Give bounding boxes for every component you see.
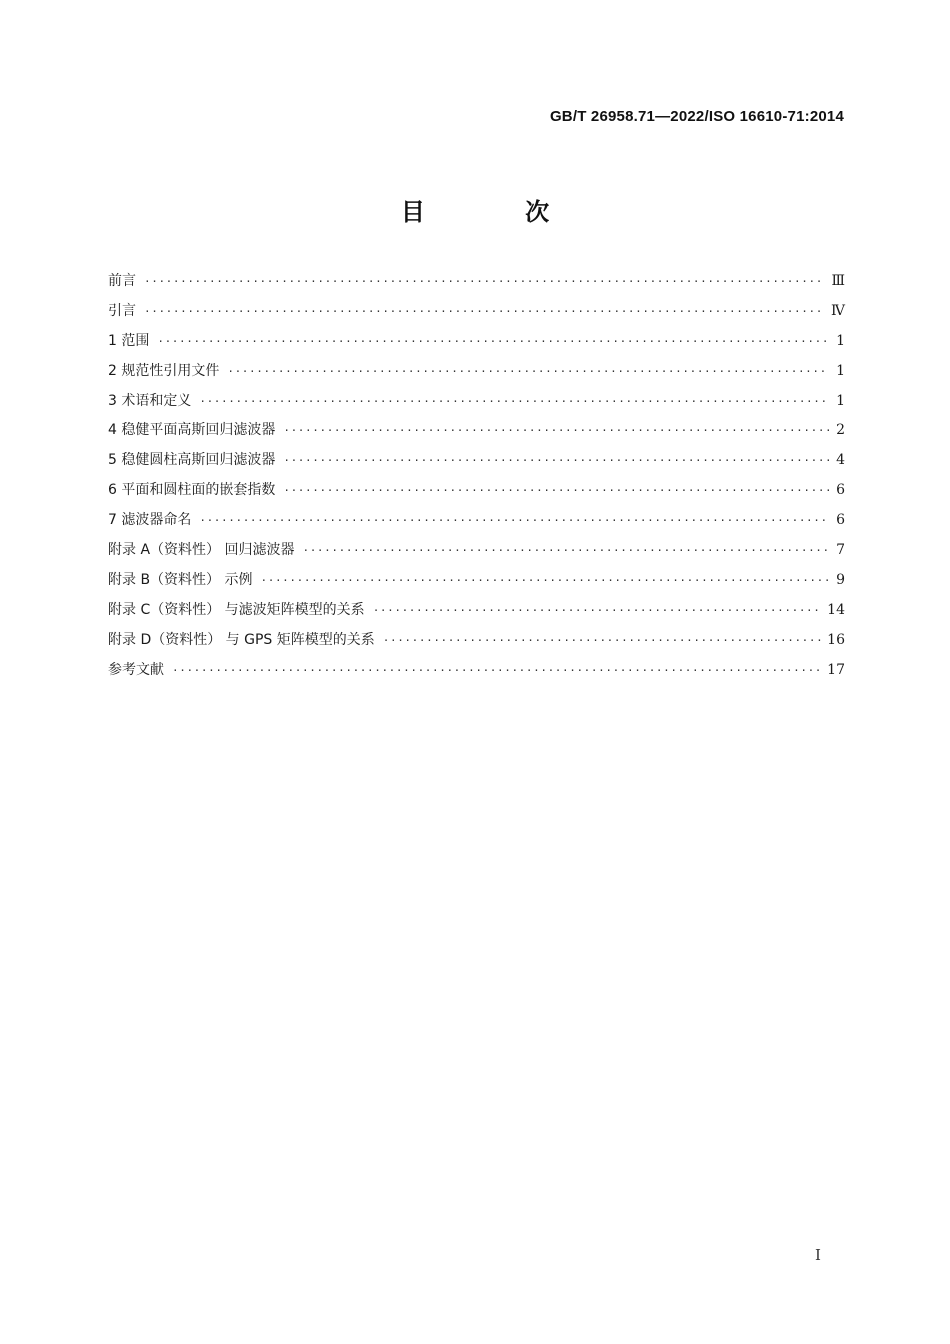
dot-leader xyxy=(144,275,825,288)
toc-entry-page: 1 xyxy=(836,332,845,349)
toc-entry-terms-definitions[interactable] xyxy=(108,390,845,420)
toc-entry-section-4[interactable] xyxy=(108,419,845,449)
toc-entry-label: 附录 B（资料性） 示例 xyxy=(108,571,253,588)
dot-leader xyxy=(144,305,825,318)
dot-leader xyxy=(283,484,829,497)
toc-entry-page: 16 xyxy=(827,631,845,648)
toc-entry-section-7[interactable] xyxy=(108,509,845,539)
table-of-contents xyxy=(108,270,845,688)
toc-entry-label: 6 平面和圆柱面的嵌套指数 xyxy=(108,482,276,499)
dot-leader xyxy=(199,514,829,527)
toc-entry-page: 1 xyxy=(836,362,845,379)
toc-entry-annex-a[interactable] xyxy=(108,539,845,569)
toc-entry-normative-references[interactable] xyxy=(108,360,845,390)
page-number: I xyxy=(815,1246,821,1264)
toc-entry-label: 附录 D（资料性） 与 GPS 矩阵模型的关系 xyxy=(108,631,375,648)
toc-entry-page: 6 xyxy=(836,512,845,529)
toc-entry-page: 1 xyxy=(836,392,845,409)
toc-entry-scope[interactable] xyxy=(108,330,845,360)
dot-leader xyxy=(172,664,821,677)
toc-entry-page: 2 xyxy=(836,422,845,439)
toc-entry-label: 5 稳健圆柱高斯回归滤波器 xyxy=(108,452,276,469)
toc-entry-label: 附录 A（资料性） 回归滤波器 xyxy=(108,542,295,559)
toc-entry-page: 7 xyxy=(836,542,845,559)
toc-entry-label: 1 范围 xyxy=(108,332,150,349)
toc-entry-bibliography[interactable] xyxy=(108,659,845,689)
toc-entry-page: Ⅳ xyxy=(831,302,845,319)
toc-entry-page: 6 xyxy=(836,482,845,499)
toc-entry-annex-b[interactable] xyxy=(108,569,845,599)
toc-entry-page: 9 xyxy=(836,571,845,588)
dot-leader xyxy=(157,335,829,348)
toc-title: 目 次 xyxy=(400,198,596,226)
toc-entry-label: 引言 xyxy=(108,302,136,319)
dot-leader xyxy=(302,544,829,557)
toc-entry-label: 前言 xyxy=(108,273,136,289)
toc-entry-section-5[interactable] xyxy=(108,449,845,479)
toc-entry-annex-c[interactable] xyxy=(108,599,845,629)
toc-entry-introduction[interactable] xyxy=(108,300,845,330)
toc-entry-page: 4 xyxy=(836,452,845,469)
dot-leader xyxy=(283,454,829,467)
toc-entry-label: 4 稳健平面高斯回归滤波器 xyxy=(108,422,276,439)
toc-entry-label: 3 术语和定义 xyxy=(108,392,192,409)
toc-entry-page: Ⅲ xyxy=(831,273,845,289)
dot-leader xyxy=(199,395,829,408)
dot-leader xyxy=(373,604,821,617)
dot-leader xyxy=(283,424,829,437)
toc-entry-label: 7 滤波器命名 xyxy=(108,512,192,529)
dot-leader xyxy=(261,574,829,587)
toc-entry-label: 参考文献 xyxy=(108,661,164,678)
dot-leader xyxy=(383,634,821,647)
toc-entry-preface[interactable] xyxy=(108,270,845,300)
toc-entry-label: 附录 C（资料性） 与滤波矩阵模型的关系 xyxy=(108,601,365,618)
standard-code: GB/T 26958.71—2022/ISO 16610-71:2014 xyxy=(549,108,844,125)
toc-entry-page: 17 xyxy=(827,661,845,678)
dot-leader xyxy=(227,365,829,378)
toc-entry-page: 14 xyxy=(827,601,845,618)
toc-entry-annex-d[interactable] xyxy=(108,629,845,659)
toc-entry-label: 2 规范性引用文件 xyxy=(108,362,220,379)
toc-entry-section-6[interactable] xyxy=(108,479,845,509)
